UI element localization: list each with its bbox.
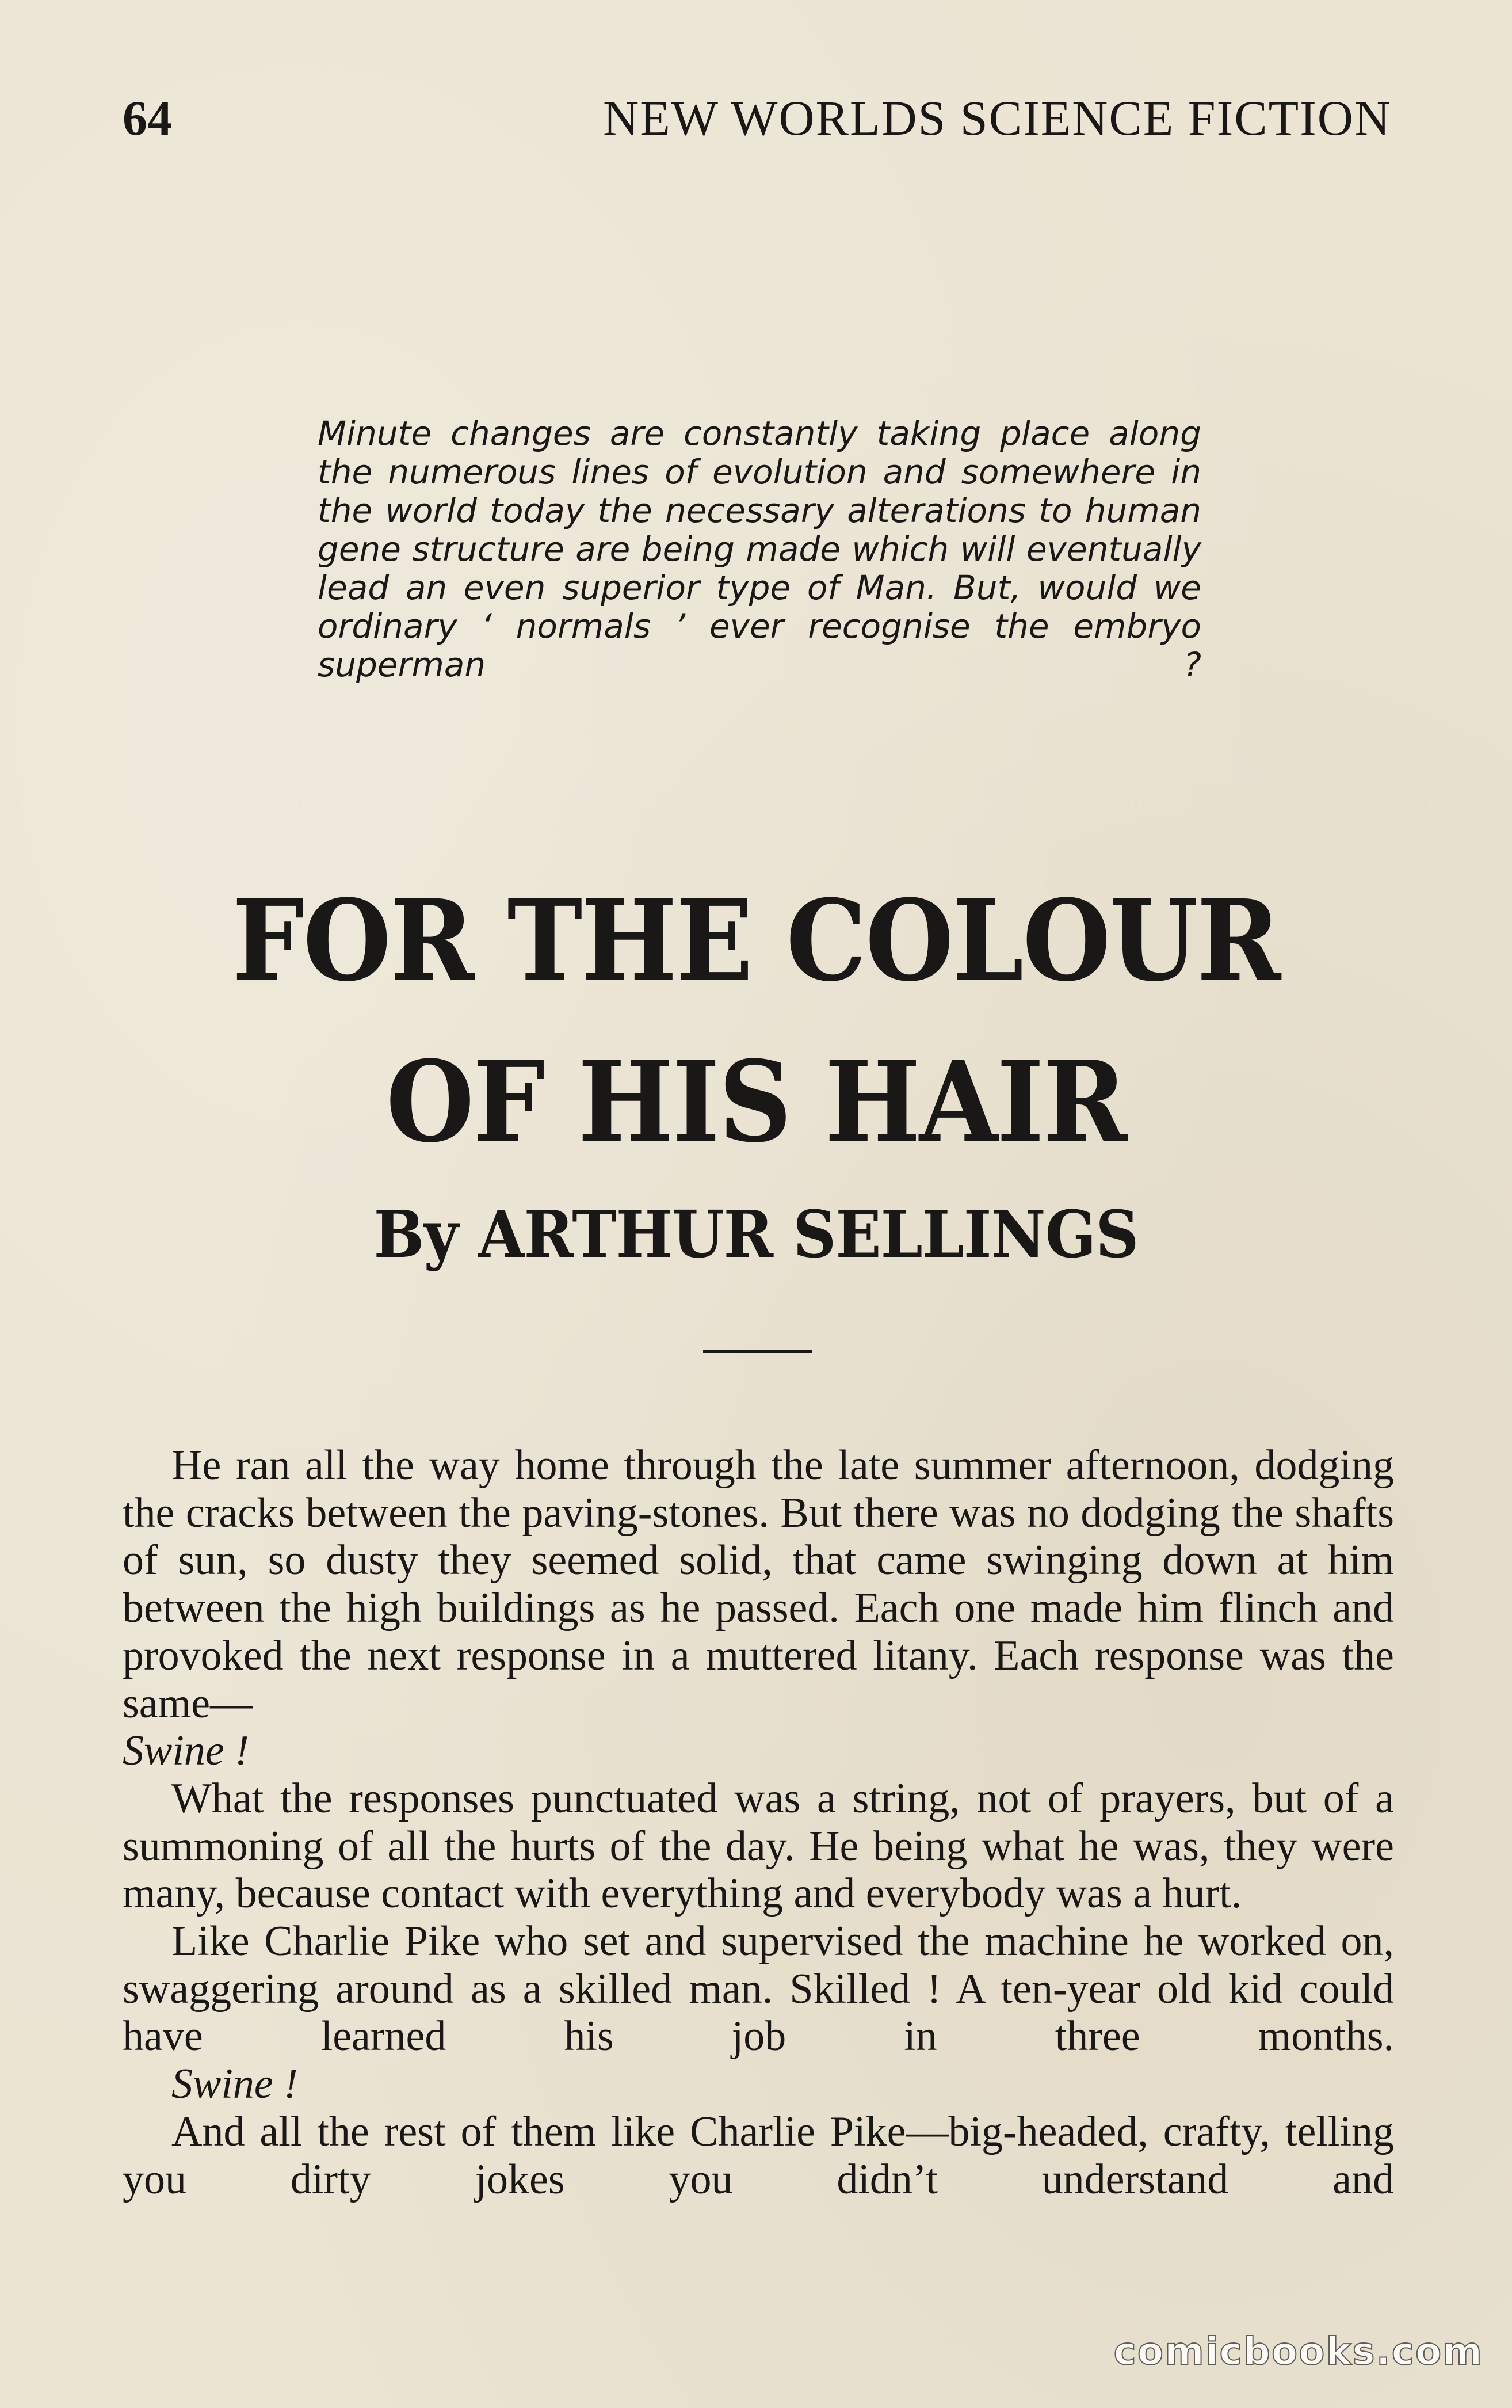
story-title-line-2: OF HIS HAIR <box>386 1036 1126 1168</box>
story-title-line-1: FOR THE COLOUR <box>232 875 1280 1007</box>
story-byline: By ARTHUR SELLINGS <box>373 1196 1139 1273</box>
body-paragraph-2: What the responses punctuated was a string, not of prayers, but of a summoning of all the hurts of the day. He being what he was, they were many, because contact with everything and everybody was a hurt. <box>123 1774 1394 1918</box>
body-exclamation-1: Swine ! <box>123 1727 249 1775</box>
story-body <box>123 1442 1394 2203</box>
body-exclamation-2: Swine ! <box>171 2060 298 2108</box>
body-paragraph-4: And all the rest of them like Charlie Pike—big-headed, crafty, telling you dirty jokes you didn’t understand and <box>123 2108 1394 2203</box>
page-number: 64 <box>123 90 172 146</box>
running-head <box>123 86 1391 150</box>
story-blurb: Minute changes are constantly taking place along the numerous lines of evolution and somewhere in the world today the necessary alterations to human gene structure are being made which will eventually lead an even superior type of Man. But, would we ordinary ‘ normals ’ ever recognise the embryo superman ? <box>318 414 1201 684</box>
body-paragraph-1: He ran all the way home through the late summer afternoon, dodging the cracks between the paving-stones. But there was no dodging the shafts of sun, so dusty they seemed solid, that came swinging down at him between the high buildings as he passed. Each one made him flinch and provoked the next response in a muttered litany. Each response was the same— <box>123 1442 1394 1727</box>
magazine-title: NEW WORLDS SCIENCE FICTION <box>603 90 1391 146</box>
body-paragraph-3: Like Charlie Pike who set and supervised the machine he worked on, swaggering around as a skilled man. Skilled ! A ten-year old kid could have learned his job in three months. <box>123 1918 1394 2060</box>
section-divider <box>703 1350 812 1353</box>
watermark: comicbooks.com <box>1113 2329 1483 2373</box>
